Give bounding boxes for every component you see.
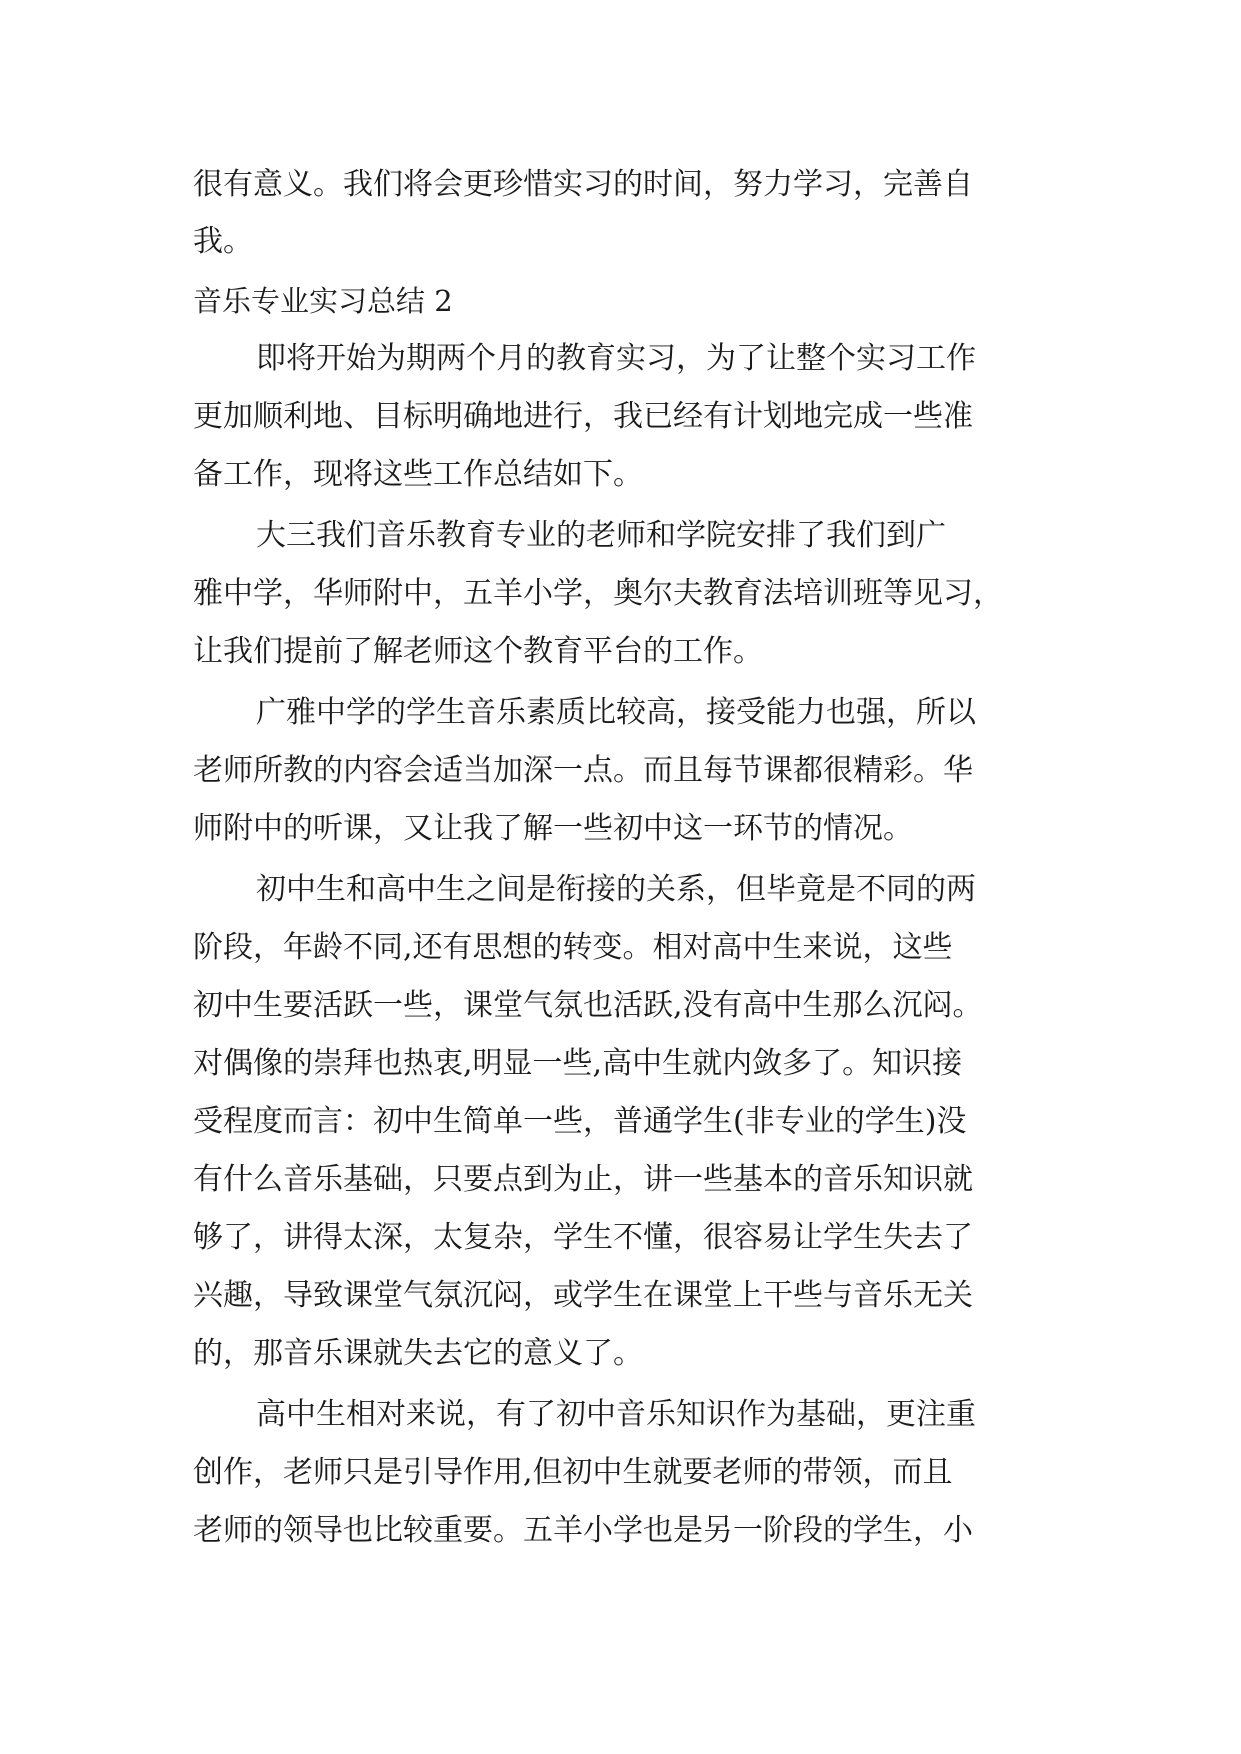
text-line: 很有意义。我们将会更珍惜实习的时间，努力学习，完善自 — [193, 167, 973, 202]
text-line: 备工作，现将这些工作总结如下。 — [193, 457, 643, 492]
text-line: 阶段，年龄不同,还有思想的转变。相对高中生来说，这些 — [193, 930, 953, 965]
text-line: 有什么音乐基础，只要点到为止，讲一些基本的音乐知识就 — [193, 1162, 973, 1197]
paragraph-first-line: 即将开始为期两个月的教育实习，为了让整个实习工作 — [256, 341, 976, 376]
text-line: 兴趣，导致课堂气氛沉闷，或学生在课堂上干些与音乐无关 — [193, 1278, 973, 1313]
text-line: 我。 — [193, 224, 253, 259]
paragraph-first-line: 初中生和高中生之间是衔接的关系，但毕竟是不同的两 — [256, 872, 976, 907]
text-line: 雅中学，华师附中，五羊小学，奥尔夫教育法培训班等见习， — [193, 576, 1003, 611]
text-line: 让我们提前了解老师这个教育平台的工作。 — [193, 634, 763, 669]
text-line: 老师所教的内容会适当加深一点。而且每节课都很精彩。华 — [193, 753, 973, 788]
text-line: 够了，讲得太深，太复杂，学生不懂，很容易让学生失去了 — [193, 1220, 973, 1255]
text-line: 师附中的听课，又让我了解一些初中这一环节的情况。 — [193, 811, 913, 846]
text-line: 更加顺利地、目标明确地进行，我已经有计划地完成一些准 — [193, 399, 973, 434]
text-line: 受程度而言：初中生简单一些，普通学生(非专业的学生)没 — [193, 1104, 967, 1139]
text-line: 初中生要活跃一些，课堂气氛也活跃,没有高中生那么沉闷。 — [193, 988, 983, 1023]
paragraph-first-line: 大三我们音乐教育专业的老师和学院安排了我们到广 — [256, 518, 946, 553]
paragraph-first-line: 广雅中学的学生音乐素质比较高，接受能力也强，所以 — [256, 695, 976, 730]
paragraph-first-line: 高中生相对来说，有了初中音乐知识作为基础，更注重 — [256, 1397, 976, 1432]
text-line: 的，那音乐课就失去它的意义了。 — [193, 1336, 643, 1371]
section-title: 音乐专业实习总结 2 — [193, 284, 453, 318]
text-line: 老师的领导也比较重要。五羊小学也是另一阶段的学生，小 — [193, 1513, 973, 1548]
text-line: 对偶像的崇拜也热衷,明显一些,高中生就内敛多了。知识接 — [193, 1046, 963, 1081]
text-line: 创作，老师只是引导作用,但初中生就要老师的带领，而且 — [193, 1455, 953, 1490]
